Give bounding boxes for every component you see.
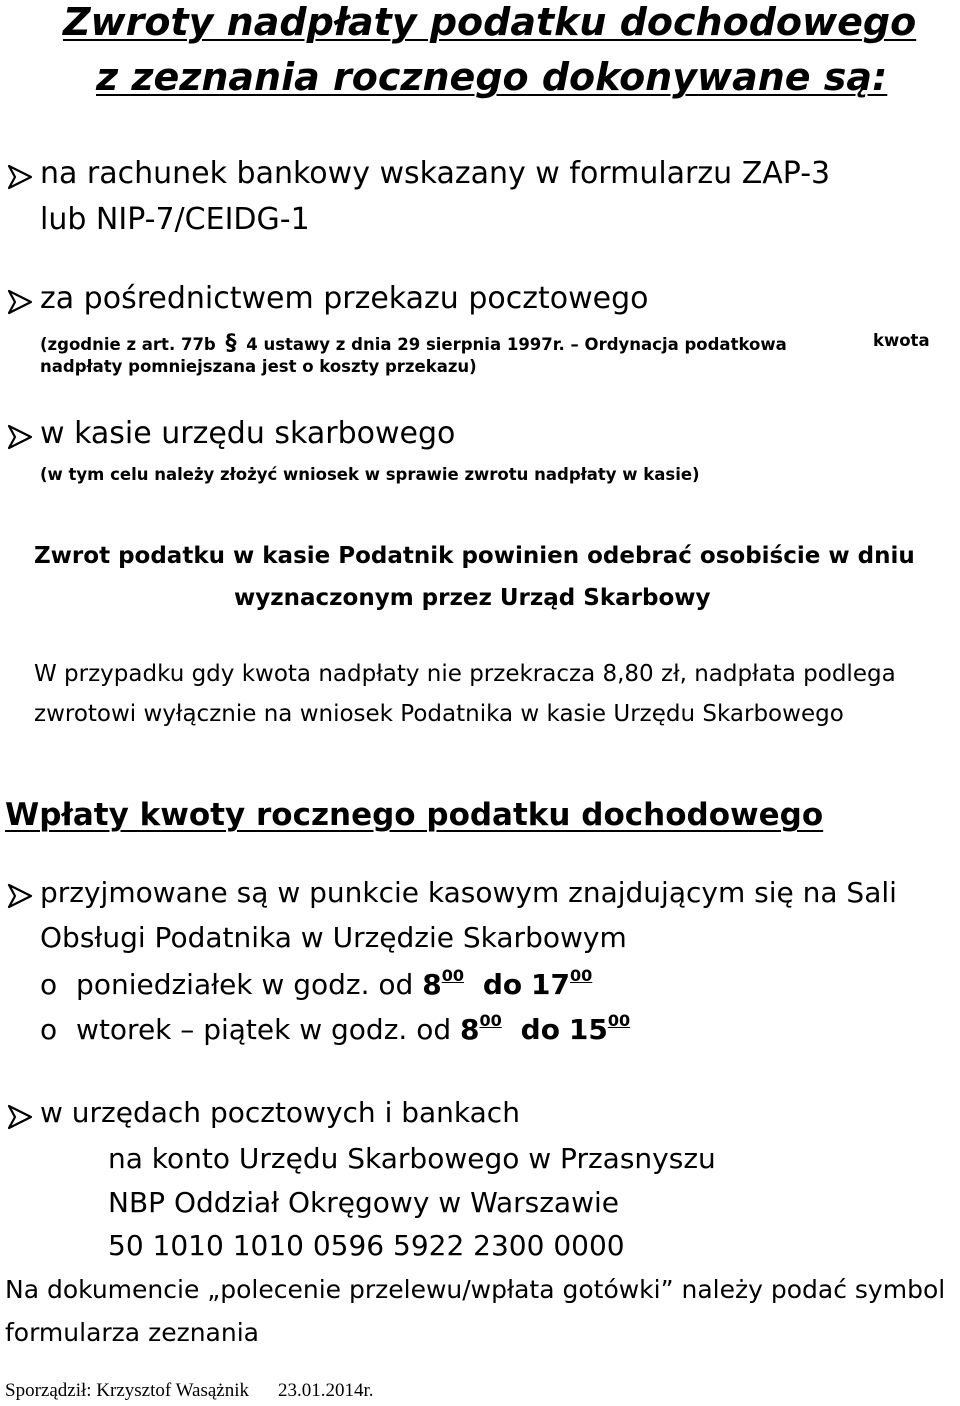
hours-tue-fri-to-min: 00 [607, 1011, 631, 1030]
bank-name: NBP Oddział Okręgowy w Warszawie [108, 1186, 619, 1219]
hours-monday-text: poniedziałek w godz. od [76, 968, 423, 1001]
arrow-bullet-icon [5, 881, 35, 911]
refund-option-bank-line-1: na rachunek bankowy wskazany w formularzu ZAP-3 [40, 156, 831, 191]
bank-account-number: 50 1010 1010 0596 5922 2300 0000 [108, 1229, 625, 1262]
cashier-point-line-2: Obsługi Podatnika w Urzędzie Skarbowym [40, 921, 627, 954]
cash-note: (w tym celu należy złożyć wniosek w sprawie zwrotu nadpłaty w kasie) [40, 465, 700, 484]
page-title-line-2: z zeznania rocznego dokonywane są: [96, 55, 888, 99]
footer-author: Sporządził: Krzysztof Wasążnik [5, 1380, 249, 1401]
hours-monday-from: 8 [422, 968, 442, 1001]
small-refund-line-2: zwrotowi wyłącznie na wniosek Podatnika w kasie Urzędu Skarbowego [34, 701, 844, 727]
hours-tue-fri [40, 1011, 630, 1046]
hours-monday [40, 966, 592, 1001]
hours-tue-fri-to-word: do [520, 1013, 560, 1046]
refund-option-bank-line-2: lub NIP-7/CEIDG-1 [40, 202, 310, 237]
hours-monday-from-min: 00 [441, 966, 464, 985]
hours-tue-fri-from-min: 00 [479, 1011, 502, 1030]
refund-option-postal: za pośrednictwem przekazu pocztowego [40, 281, 649, 316]
bank-account-owner: na konto Urzędu Skarbowego w Przasnyszu [108, 1142, 716, 1175]
cashier-point-line-1: przyjmowane są w punkcie kasowym znajdującym się na Sali [40, 876, 897, 909]
postal-note-kwota: kwota [873, 331, 930, 350]
document-note-line-1: Na dokumencie „polecenie przelewu/wpłata gotówki” należy podać symbol [5, 1275, 946, 1304]
footer-date: 23.01.2014r. [278, 1380, 374, 1401]
postal-note-part-b: 4 ustawy z dnia 29 sierpnia 1997r. – Ordynacja podatkowa [246, 335, 787, 354]
cash-refund-line-2: wyznaczonym przez Urząd Skarbowy [234, 585, 711, 611]
hours-tue-fri-text: wtorek – piątek w godz. od [76, 1013, 461, 1046]
cash-refund-line-1: Zwrot podatku w kasie Podatnik powinien odebrać osobiście w dniu [34, 543, 915, 569]
hours-tue-fri-from: 8 [460, 1013, 480, 1046]
postal-note-line-2: nadpłaty pomniejszana jest o koszty przekazu) [40, 357, 477, 376]
document-note-line-2: formularza zeznania [5, 1318, 259, 1347]
sub-bullet: o [40, 968, 58, 1001]
postal-note-part-a: (zgodnie z art. 77b [40, 335, 216, 354]
page-title-line-1: Zwroty nadpłaty podatku dochodowego [63, 0, 917, 44]
arrow-bullet-icon [5, 1102, 35, 1132]
payments-heading: Wpłaty kwoty rocznego podatku dochodowego [5, 797, 824, 833]
small-refund-line-1: W przypadku gdy kwota nadpłaty nie przekracza 8,80 zł, nadpłata podlega [34, 661, 896, 687]
section-sign: § [225, 331, 237, 356]
postal-note-line-1 [40, 331, 787, 356]
hours-monday-to: 17 [531, 968, 571, 1001]
arrow-bullet-icon [5, 162, 35, 192]
hours-monday-to-min: 00 [570, 966, 593, 985]
hours-monday-to-word: do [482, 968, 523, 1001]
post-banks-line: w urzędach pocztowych i bankach [40, 1096, 520, 1129]
hours-tue-fri-to: 15 [568, 1013, 608, 1046]
arrow-bullet-icon [5, 287, 35, 317]
arrow-bullet-icon [5, 422, 35, 452]
sub-bullet: o [40, 1013, 58, 1046]
refund-option-cash: w kasie urzędu skarbowego [40, 416, 456, 451]
